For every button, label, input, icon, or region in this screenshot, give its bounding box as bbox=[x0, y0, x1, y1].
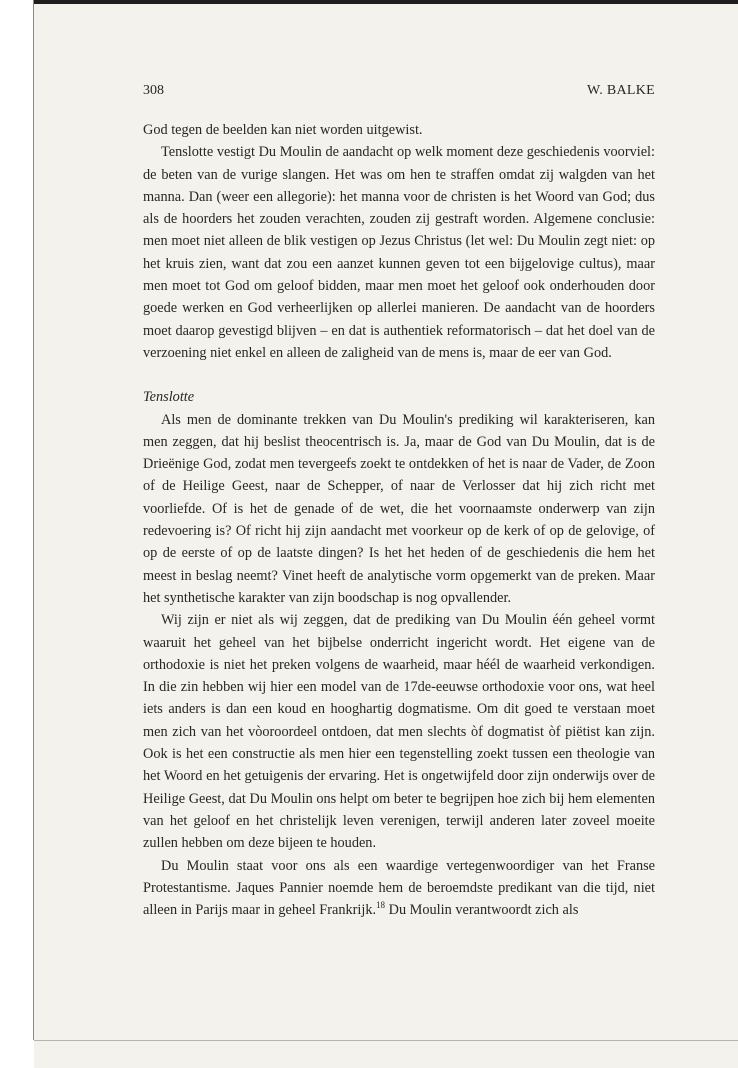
paragraph-text-before-note: Du Moulin staat voor ons als een waardige vertegenwoordiger van het Franse Protestantisme. Jaques Pannier noemde hem de beroemdste predikant van die tijd, niet alleen in Parijs maar in geheel Frankrijk. bbox=[143, 857, 655, 919]
paragraph-representative bbox=[143, 855, 655, 922]
scan-left-margin bbox=[0, 0, 34, 1068]
paragraph-theocentric: Als men de dominante trekken van Du Moulin's prediking wil karakteriseren, kan men zeggen, dat hij beslist theocentrisch is. Ja, maar de God van Du Moulin, dat is de Drieënige God, zodat men tevergeefs zoekt te ontdekken of het is naar de Vader, de Zoon of de Heilige Geest, naar de Schepper, of naar de Verlosser dat hij zich richt met voorliefde. Of is het de genade of de wet, die het voornaamste onderwerp van zijn redevoering is? Of richt hij zijn aandacht met voorkeur op de kerk of op de gelovige, of op de eerste of op de laatste dingen? Is het het heden of de geschiedenis die hem het meest in beslag neemt? Vinet heeft de analytische vorm opgemerkt van de preken. Maar het synthetische karakter van zijn boodschap is nog opvallender. bbox=[143, 411, 655, 606]
scan-bottom-edge bbox=[34, 1040, 738, 1041]
page-number: 308 bbox=[143, 83, 164, 98]
footnote-reference[interactable]: 18 bbox=[376, 900, 386, 911]
body-text bbox=[143, 119, 655, 921]
scan-top-edge bbox=[0, 0, 738, 4]
scan-left-edge-line bbox=[33, 0, 34, 1040]
paragraph-continued: God tegen de beelden kan niet worden uitgewist. bbox=[143, 122, 423, 138]
paragraph-text-after-note: Du Moulin verantwoordt zich als bbox=[385, 902, 579, 919]
paragraph-orthodoxy: Wij zijn er niet als wij zeggen, dat de prediking van Du Moulin één geheel vormt waaruit het geheel van het bijbelse onderricht ingericht wordt. Het eigene van de orthodoxie is niet het preken volgens de waarheid, maar héél de waarheid verkondigen. In die zin hebben wij hier een model van de 17de-eeuwse orthodoxie voor ons, wat heel iets anders is dan een koud en hooghartig dogmatisme. Om dit goed te verstaan moet men zich van het vòoroordeel ontdoen, dat men slechts òf dogmatist òf piëtist kan zijn. Ook is het een constructie als men hier een tegenstelling zoekt tussen een theologie van het Woord en het getuigenis der ervaring. Het is ongetwijfeld door zijn onderwijs over de Heilige Geest, dat Du Moulin ons helpt om beter te begrijpen hoe zich bij hem elementen van het geloof en het christelijk leven verenigen, terwijl anderen later zoveel moeite zullen hebben om deze bijeen te houden. bbox=[143, 612, 655, 852]
running-head-author: W. BALKE bbox=[587, 83, 655, 98]
section-heading: Tenslotte bbox=[143, 389, 195, 406]
paragraph-serpents: Tenslotte vestigt Du Moulin de aandacht op welk moment deze geschiedenis voorviel: de beten van de vurige slangen. Het was om hen te straffen omdat zij walgden van het manna. Dan (weer een allegorie): het manna voor de christen is het Woord van God; dus als de hoorders het zouden verachten, zouden zij gestraft worden. Algemene conclusie: men moet niet alleen de blik vestigen op Jezus Christus (let wel: Du Moulin zegt niet: op het kruis zien, want dat zou een aanzet kunnen geven tot een bijgelovige cultus), maar men moet tot God om geloof bidden, maar men moet het geloof ook onderhouden door goede werken en God verheerlijken op allerlei manieren. De aandacht van de hoorders moet daarop gevestigd blijven – en dat is authentiek reformatorisch – dat het doel van de verzoening niet enkel en alleen de zaligheid van de mens is, maar de eer van God. bbox=[143, 144, 655, 361]
